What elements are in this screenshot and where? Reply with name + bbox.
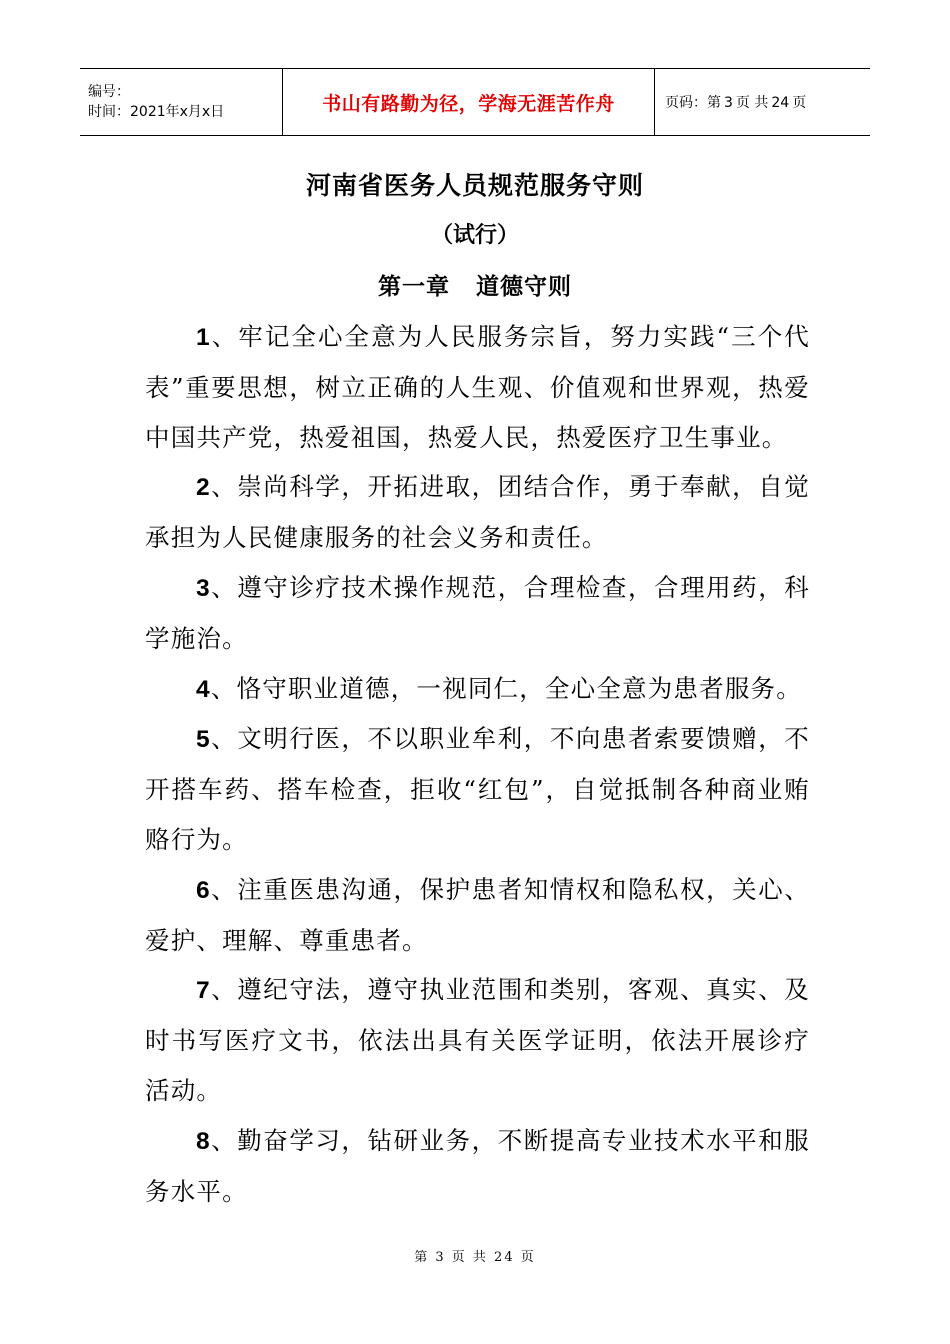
header-meta [80, 69, 283, 135]
document-number-label: 编号： [88, 84, 130, 100]
page-header [80, 68, 870, 136]
document-time-label: 时间：2021年x月x日 [88, 104, 225, 120]
page-total: 24 [771, 95, 790, 111]
page-footer: 第 3 页 共 24 页 [414, 1250, 536, 1265]
paragraph-number: 6 [196, 876, 211, 904]
paragraph-number: 2 [196, 474, 211, 502]
paragraph-7 [145, 965, 810, 1115]
paragraph-text: 、崇尚科学，开拓进取，团结合作，勇于奉献，自觉承担为人民健康服务的社会义务和责任。 [145, 472, 810, 553]
document-title: 河南省医务人员规范服务守则 [305, 171, 644, 200]
paragraph-number: 8 [196, 1127, 211, 1155]
paragraph-text: 、注重医患沟通，保护患者知情权和隐私权，关心、爱护、理解、尊重患者。 [145, 874, 810, 955]
paragraph-number: 5 [196, 726, 211, 754]
page-current: 3 [724, 95, 733, 111]
paragraph-number: 1 [196, 324, 211, 351]
chapter-title: 道德守则 [476, 274, 572, 300]
page-suffix: 页 [792, 95, 807, 111]
paragraph-number: 4 [196, 675, 211, 703]
paragraph-8 [145, 1116, 810, 1217]
chapter-number: 第一章 [378, 274, 450, 300]
paragraph-text: 、勤奋学习，钻研业务，不断提高专业技术水平和服务水平。 [145, 1125, 810, 1206]
paragraph-text: 、文明行医，不以职业牟利，不向患者索要馈赠，不开搭车药、搭车检查，拒收“红包”，自觉抵制各种商业贿赂行为。 [145, 724, 810, 854]
paragraph-number: 7 [196, 977, 211, 1005]
paragraph-text: 、遵守诊疗技术操作规范，合理检查，合理用药，科学施治。 [145, 572, 810, 653]
motto-text: 书山有路勤为径，学海无涯苦作舟 [322, 92, 615, 115]
chapter-heading [0, 268, 950, 301]
article-body [145, 312, 810, 1216]
paragraph-5 [145, 714, 810, 864]
header-motto [283, 69, 655, 135]
paragraph-1 [145, 312, 810, 462]
paragraph-2 [145, 462, 810, 563]
header-page-indicator [655, 69, 870, 135]
paragraph-text: 、恪守职业道德，一视同仁，全心全意为患者服务。 [210, 673, 802, 703]
paragraph-text: 、牢记全心全意为人民服务宗旨，努力实践“三个代表”重要思想，树立正确的人生观、价值观和世界观，热爱中国共产党，热爱祖国，热爱人民，热爱医疗卫生事业。 [145, 322, 810, 452]
paragraph-number: 3 [196, 574, 211, 602]
page-prefix: 页码：第 [665, 95, 721, 111]
document-subtitle: （试行） [430, 223, 519, 248]
page-mid: 页 共 [735, 95, 769, 111]
paragraph-3 [145, 563, 810, 664]
paragraph-6 [145, 865, 810, 966]
paragraph-text: 、遵纪守法，遵守执业范围和类别，客观、真实、及时书写医疗文书，依法出具有关医学证明，依法开展诊疗活动。 [145, 975, 810, 1105]
paragraph-4 [145, 664, 810, 715]
